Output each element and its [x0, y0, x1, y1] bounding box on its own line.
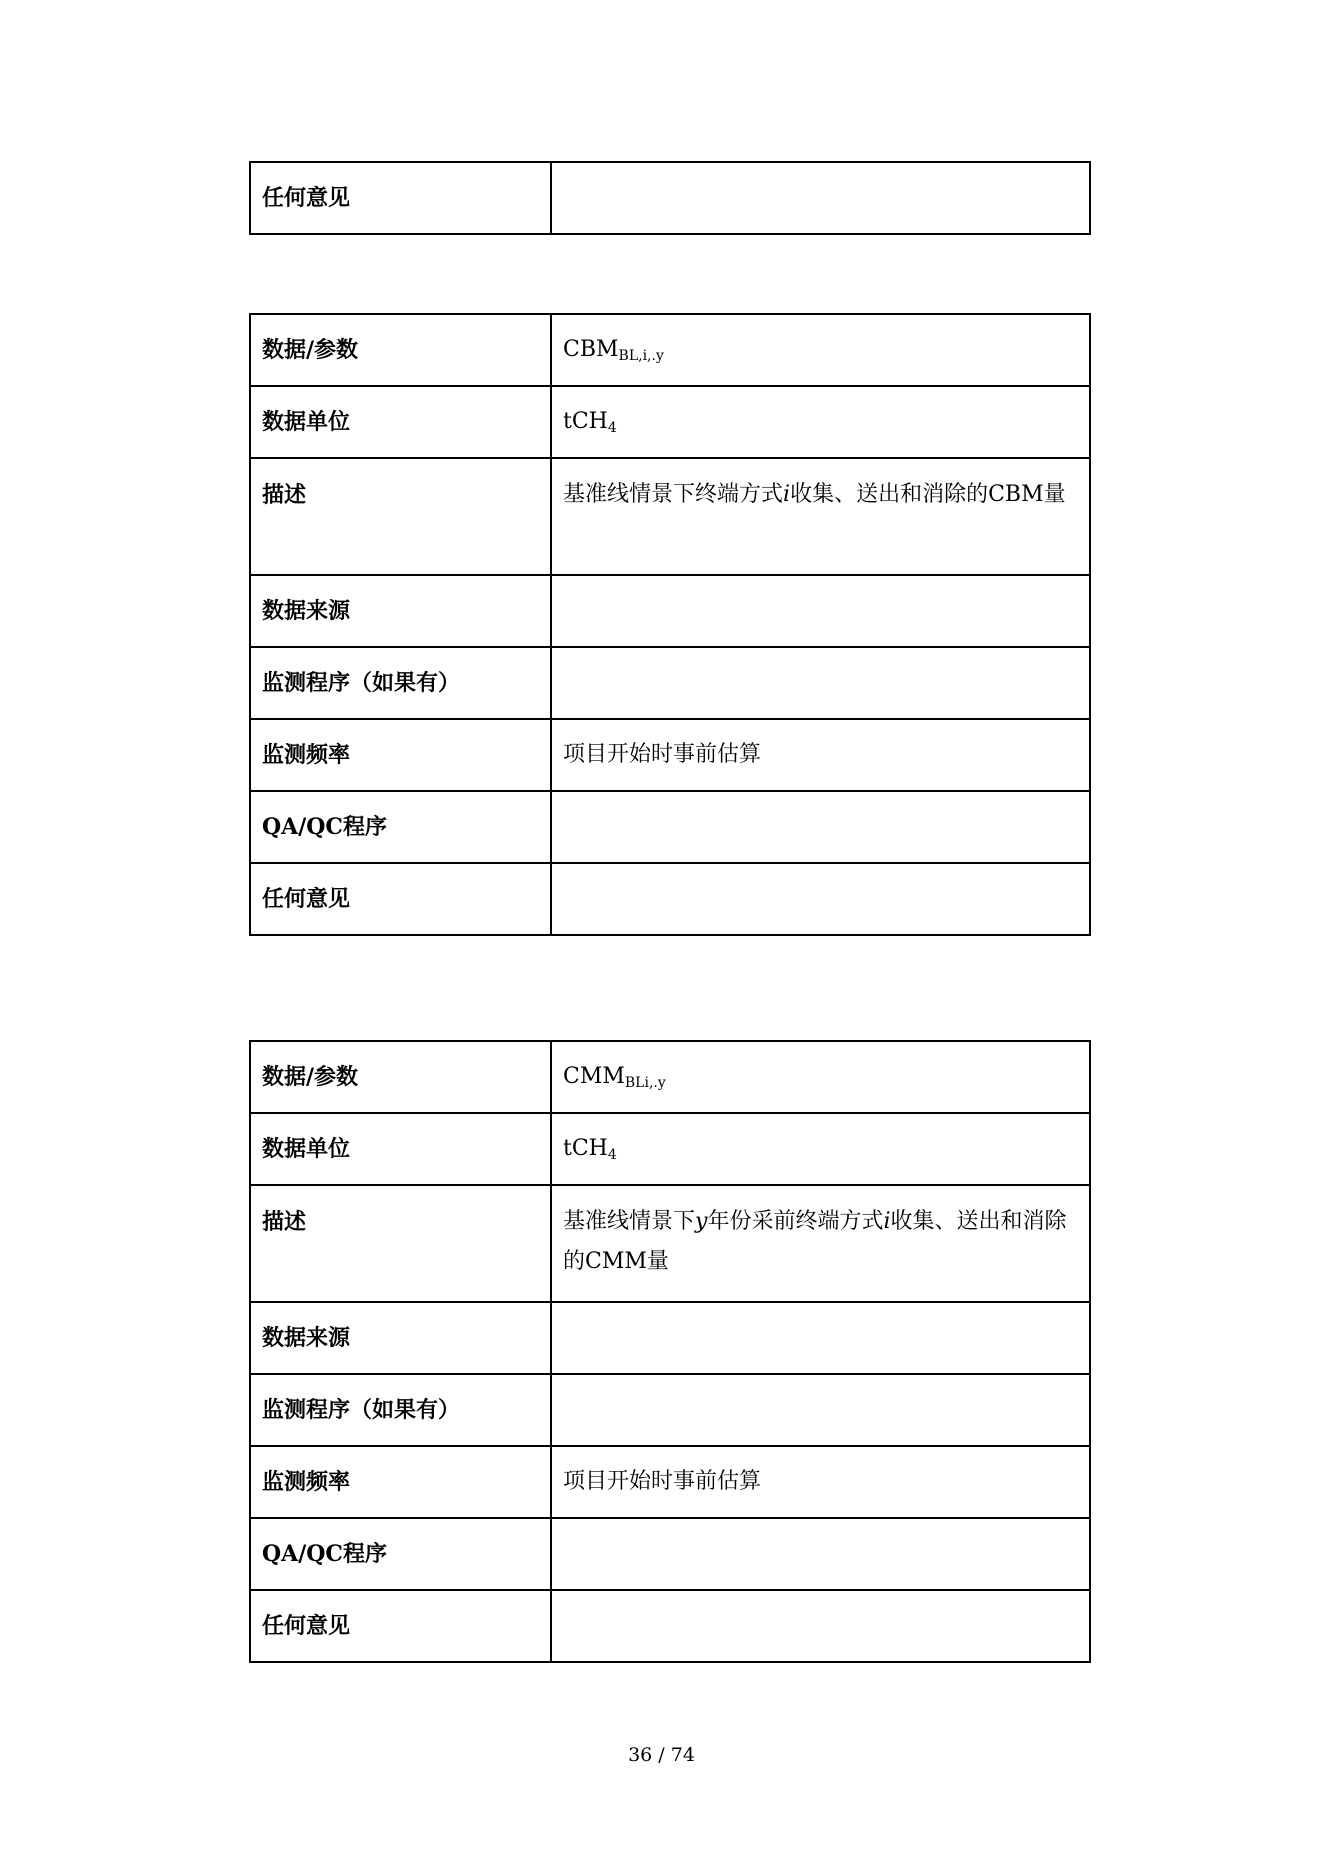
table-row [250, 575, 1090, 647]
source-label: 数据来源 [250, 1302, 551, 1374]
description-variable: i [783, 482, 791, 507]
description-value [551, 1185, 1090, 1302]
unit-label: 数据单位 [250, 386, 551, 458]
frequency-label: 监测频率 [250, 719, 551, 791]
description-text: 收集、送出和消除的CMM量 [563, 1209, 1067, 1274]
table-row [250, 314, 1090, 386]
description-value [551, 458, 1090, 575]
unit-label: 数据单位 [250, 1113, 551, 1185]
qaqc-label: QA/QC程序 [250, 791, 551, 863]
procedure-value [551, 1374, 1090, 1446]
table-row [250, 1302, 1090, 1374]
comment-value [551, 863, 1090, 935]
description-text: 基准线情景下 [563, 1209, 696, 1234]
table-row [250, 1185, 1090, 1302]
previous-parameter-table-tail [249, 161, 1091, 235]
table-row [250, 1590, 1090, 1662]
description-text: 基准线情景下终端方式 [563, 482, 784, 507]
description-text: 收集、送出和消除的CBM量 [790, 482, 1066, 507]
qaqc-label: QA/QC程序 [250, 1518, 551, 1590]
param-symbol: CBM [563, 337, 619, 362]
description-variable: i [883, 1209, 891, 1234]
unit-subscript: 4 [607, 420, 617, 436]
table-row [250, 1446, 1090, 1518]
comment-label: 任何意见 [250, 1590, 551, 1662]
page-number: 36 / 74 [628, 1744, 695, 1766]
param-value [551, 1041, 1090, 1113]
source-value [551, 1302, 1090, 1374]
param-label: 数据/参数 [250, 314, 551, 386]
description-variable: y [695, 1209, 708, 1234]
table-row [250, 647, 1090, 719]
description-label: 描述 [250, 458, 551, 575]
cmm-parameter-table [249, 1040, 1091, 1663]
table-row [250, 791, 1090, 863]
param-subscript: BL,i,.y [618, 348, 664, 364]
frequency-value: 项目开始时事前估算 [551, 1446, 1090, 1518]
procedure-label: 监测程序（如果有） [250, 647, 551, 719]
table-row [250, 162, 1090, 234]
table-row [250, 1113, 1090, 1185]
table-row [250, 1518, 1090, 1590]
table-row [250, 1374, 1090, 1446]
unit-subscript: 4 [607, 1147, 617, 1163]
cbm-parameter-table [249, 313, 1091, 936]
comment-value [551, 1590, 1090, 1662]
procedure-value [551, 647, 1090, 719]
param-label: 数据/参数 [250, 1041, 551, 1113]
comment-label: 任何意见 [250, 863, 551, 935]
param-value [551, 314, 1090, 386]
comment-value [551, 162, 1090, 234]
description-label: 描述 [250, 1185, 551, 1302]
qaqc-value [551, 791, 1090, 863]
frequency-value: 项目开始时事前估算 [551, 719, 1090, 791]
source-value [551, 575, 1090, 647]
description-text: 年份采前终端方式 [707, 1209, 884, 1234]
unit-value [551, 1113, 1090, 1185]
unit-symbol: tCH [563, 409, 608, 434]
source-label: 数据来源 [250, 575, 551, 647]
table-row [250, 458, 1090, 575]
comment-label: 任何意见 [250, 162, 551, 234]
param-subscript: BLi,.y [624, 1075, 666, 1091]
table-row [250, 386, 1090, 458]
frequency-label: 监测频率 [250, 1446, 551, 1518]
unit-symbol: tCH [563, 1136, 608, 1161]
unit-value [551, 386, 1090, 458]
table-row [250, 1041, 1090, 1113]
table-row [250, 863, 1090, 935]
table-row [250, 719, 1090, 791]
qaqc-value [551, 1518, 1090, 1590]
procedure-label: 监测程序（如果有） [250, 1374, 551, 1446]
param-symbol: CMM [563, 1064, 625, 1089]
